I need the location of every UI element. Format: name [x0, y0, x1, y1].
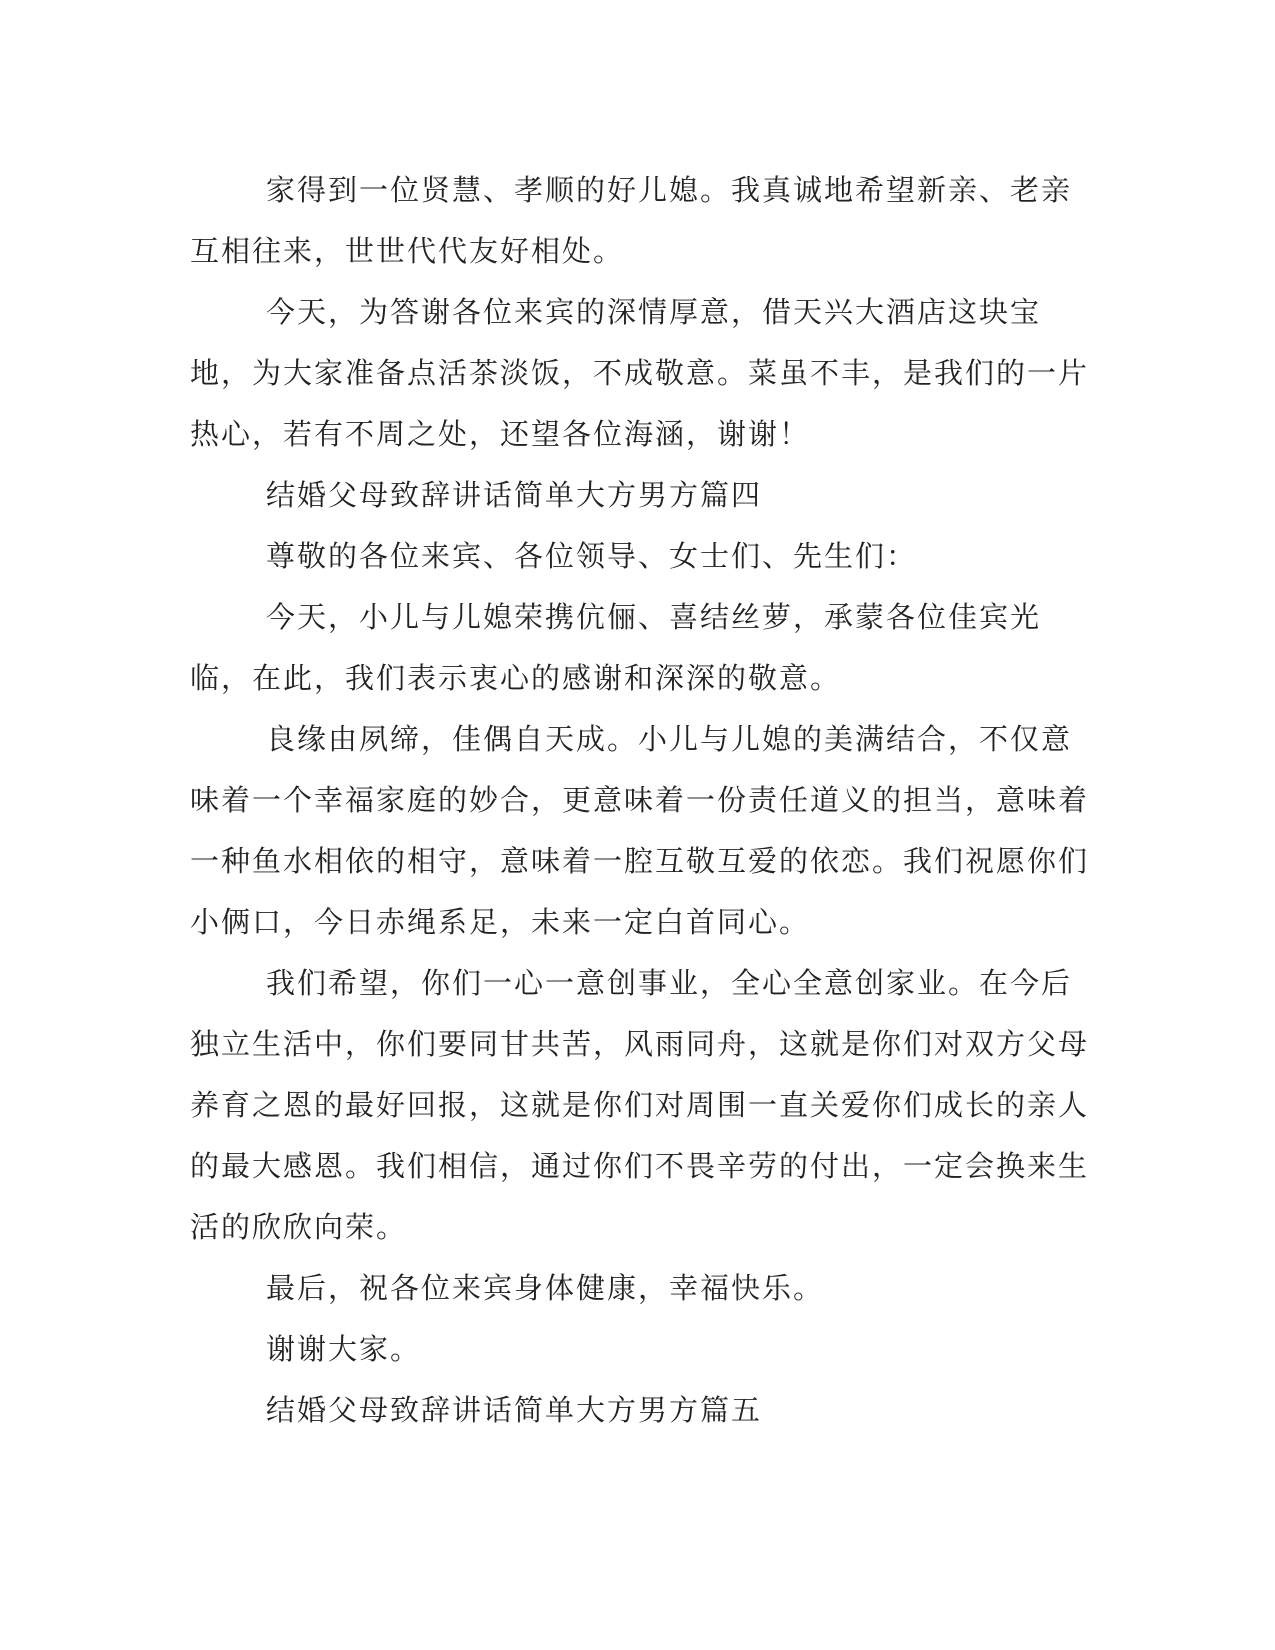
section-heading-4: 结婚父母致辞讲话简单大方男方篇四	[266, 478, 763, 512]
paragraph-5: 我们希望，你们一心一意创事业，全心全意创家业。在今后独立生活中，你们要同甘共苦，风雨同舟，这就是你们对双方父母养育之恩的最好回报，这就是你们对周围一直关爱你们成长的亲人的最大感恩。我们相信，通过你们不畏辛劳的付出，一定会换来生活的欣欣向荣。	[190, 966, 1090, 1244]
closing-thanks: 谢谢大家。	[266, 1332, 422, 1366]
document-body	[190, 160, 1090, 1441]
section-heading-5: 结婚父母致辞讲话简单大方男方篇五	[266, 1393, 763, 1427]
paragraph-4: 良缘由夙缔，佳偶自天成。小儿与儿媳的美满结合，不仅意味着一个幸福家庭的妙合，更意味着一份责任道义的担当，意味着一种鱼水相依的相守，意味着一腔互敬互爱的依恋。我们祝愿你们小俩口，今日赤绳系足，未来一定白首同心。	[190, 722, 1090, 939]
paragraph-2: 今天，为答谢各位来宾的深情厚意，借天兴大酒店这块宝地，为大家准备点活茶淡饭，不成敬意。菜虽不丰，是我们的一片热心，若有不周之处，还望各位海涵，谢谢！	[190, 295, 1090, 451]
paragraph-1: 家得到一位贤慧、孝顺的好儿媳。我真诚地希望新亲、老亲互相往来，世世代代友好相处。	[190, 173, 1073, 268]
salutation: 尊敬的各位来宾、各位领导、女士们、先生们：	[266, 539, 918, 573]
paragraph-3: 今天，小儿与儿媳荣携伉俪、喜结丝萝，承蒙各位佳宾光临，在此，我们表示衷心的感谢和深深的敬意。	[190, 600, 1042, 695]
paragraph-6: 最后，祝各位来宾身体健康，幸福快乐。	[266, 1271, 825, 1305]
